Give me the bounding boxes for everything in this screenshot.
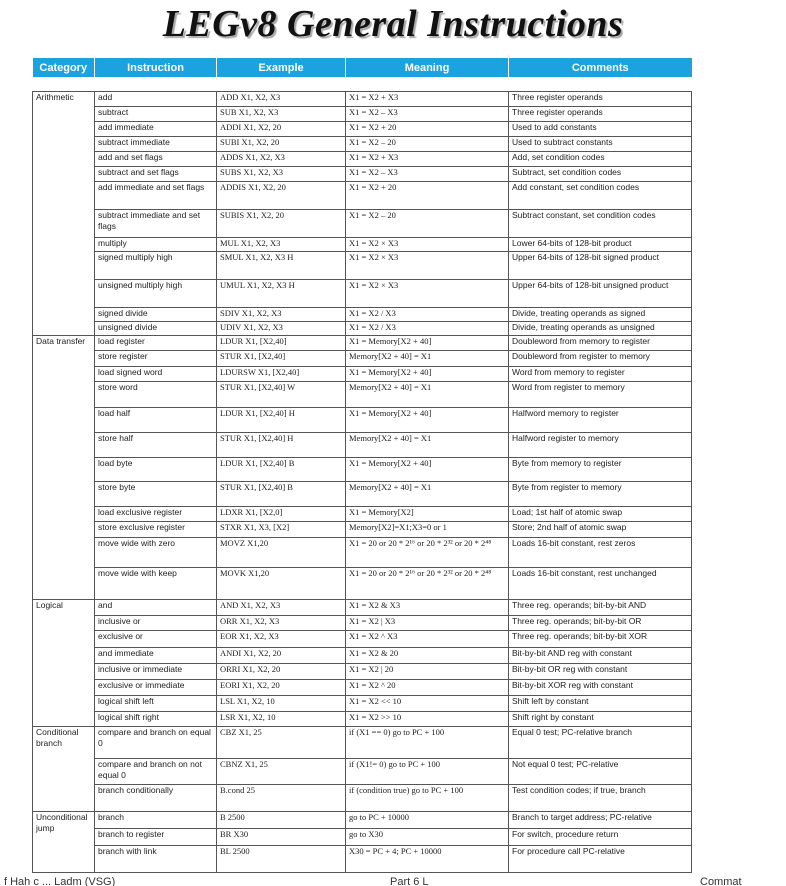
table-row [33, 812, 692, 829]
example-cell: LDUR X1, [X2,40] [217, 336, 346, 351]
instruction-cell: store byte [95, 482, 217, 507]
meaning-cell: X1 = X2 << 10 [346, 696, 509, 712]
example-cell: UMUL X1, X2, X3 H [217, 280, 346, 308]
example-cell: STUR X1, [X2,40] H [217, 433, 346, 458]
comment-cell: Loads 16-bit constant, rest unchanged [509, 568, 692, 600]
comment-cell: Shift left by constant [509, 696, 692, 712]
example-cell: CBNZ X1, 25 [217, 759, 346, 785]
comment-cell: For procedure call PC-relative [509, 846, 692, 873]
meaning-cell: X1 = Memory[X2 + 40] [346, 367, 509, 382]
comment-cell: Lower 64-bits of 128-bit product [509, 238, 692, 252]
meaning-cell: X1 = X2 ^ X3 [346, 631, 509, 648]
example-cell: MOVZ X1,20 [217, 538, 346, 568]
instruction-cell: logical shift right [95, 712, 217, 727]
table-row [33, 280, 692, 308]
example-cell: ANDI X1, X2, 20 [217, 648, 346, 664]
example-cell: LDUR X1, [X2,40] H [217, 408, 346, 433]
example-cell: CBZ X1, 25 [217, 727, 346, 759]
instruction-cell: inclusive or [95, 616, 217, 631]
example-cell: BL 2500 [217, 846, 346, 873]
meaning-cell: Memory[X2 + 40] = X1 [346, 351, 509, 367]
meaning-cell: X1 = Memory[X2] [346, 507, 509, 522]
example-cell: B.cond 25 [217, 785, 346, 812]
comment-cell: Upper 64-bits of 128-bit unsigned product [509, 280, 692, 308]
instruction-cell: store exclusive register [95, 522, 217, 538]
meaning-cell: X1 = X2 – X3 [346, 167, 509, 182]
example-cell: STUR X1, [X2,40] [217, 351, 346, 367]
example-cell: SUBIS X1, X2, 20 [217, 210, 346, 238]
instruction-cell: signed multiply high [95, 252, 217, 280]
instruction-cell: load half [95, 408, 217, 433]
table-row [33, 680, 692, 696]
comment-cell: Load; 1st half of atomic swap [509, 507, 692, 522]
table-row [33, 846, 692, 873]
meaning-cell: if (X1!= 0) go to PC + 100 [346, 759, 509, 785]
example-cell: SMUL X1, X2, X3 H [217, 252, 346, 280]
instruction-cell: compare and branch on equal 0 [95, 727, 217, 759]
comment-cell: Branch to target address; PC-relative [509, 812, 692, 829]
comment-cell: Loads 16-bit constant, rest zeros [509, 538, 692, 568]
table-row [33, 664, 692, 680]
instruction-cell: exclusive or [95, 631, 217, 648]
example-cell: EOR X1, X2, X3 [217, 631, 346, 648]
table-row [33, 137, 692, 152]
category-name: Logical [33, 600, 95, 727]
comment-cell: Bit-by-bit AND reg with constant [509, 648, 692, 664]
table-row [33, 408, 692, 433]
meaning-cell: X30 = PC + 4; PC + 10000 [346, 846, 509, 873]
instruction-cell: move wide with zero [95, 538, 217, 568]
comment-cell: Halfword register to memory [509, 433, 692, 458]
comment-cell: Word from register to memory [509, 382, 692, 408]
comment-cell: Divide, treating operands as unsigned [509, 322, 692, 336]
table-row [33, 600, 692, 616]
example-cell: LSL X1, X2, 10 [217, 696, 346, 712]
table-row [33, 538, 692, 568]
category-name: Data transfer [33, 336, 95, 600]
category-group [33, 336, 692, 600]
table-row [33, 122, 692, 137]
example-cell: ORR X1, X2, X3 [217, 616, 346, 631]
comment-cell: Three register operands [509, 107, 692, 122]
header-meaning: Meaning [346, 58, 509, 77]
footer-right: Commat [700, 876, 742, 886]
example-cell: B 2500 [217, 812, 346, 829]
category-group [33, 600, 692, 727]
category-name: Arithmetic [33, 92, 95, 336]
instruction-cell: exclusive or immediate [95, 680, 217, 696]
instruction-table [32, 58, 692, 873]
table-row [33, 759, 692, 785]
instruction-cell: branch [95, 812, 217, 829]
meaning-cell: X1 = X2 + 20 [346, 122, 509, 137]
table-row [33, 522, 692, 538]
table-row [33, 382, 692, 408]
instruction-cell: logical shift left [95, 696, 217, 712]
meaning-cell: X1 = X2 & 20 [346, 648, 509, 664]
instruction-cell: subtract immediate and set flags [95, 210, 217, 238]
example-cell: LDXR X1, [X2,0] [217, 507, 346, 522]
table-row [33, 482, 692, 507]
example-cell: LDURSW X1, [X2,40] [217, 367, 346, 382]
table-row [33, 616, 692, 631]
example-cell: LSR X1, X2, 10 [217, 712, 346, 727]
header-example: Example [217, 58, 346, 77]
instruction-cell: add immediate and set flags [95, 182, 217, 210]
meaning-cell: X1 = X2 + X3 [346, 152, 509, 167]
meaning-cell: X1 = X2 × X3 [346, 238, 509, 252]
comment-cell: Subtract constant, set condition codes [509, 210, 692, 238]
category-name: Unconditional jump [33, 812, 95, 873]
category-group [33, 812, 692, 873]
table-row [33, 152, 692, 167]
example-cell: SUBI X1, X2, 20 [217, 137, 346, 152]
example-cell: LDUR X1, [X2,40] B [217, 458, 346, 482]
comment-cell: For switch, procedure return [509, 829, 692, 846]
meaning-cell: X1 = X2 + 20 [346, 182, 509, 210]
meaning-cell: X1 = 20 or 20 * 2¹⁶ or 20 * 2³² or 20 * 2⁴⁸ [346, 568, 509, 600]
meaning-cell: if (X1 == 0) go to PC + 100 [346, 727, 509, 759]
table-row [33, 785, 692, 812]
comment-cell: Used to add constants [509, 122, 692, 137]
instruction-cell: load exclusive register [95, 507, 217, 522]
instruction-cell: signed divide [95, 308, 217, 322]
example-cell: MOVK X1,20 [217, 568, 346, 600]
meaning-cell: X1 = Memory[X2 + 40] [346, 408, 509, 433]
table-row [33, 433, 692, 458]
table-row [33, 92, 692, 107]
meaning-cell: X1 = X2 × X3 [346, 252, 509, 280]
meaning-cell: Memory[X2 + 40] = X1 [346, 433, 509, 458]
comment-cell: Add, set condition codes [509, 152, 692, 167]
instruction-cell: and [95, 600, 217, 616]
table-row [33, 210, 692, 238]
meaning-cell: X1 = X2 / X3 [346, 308, 509, 322]
example-cell: STUR X1, [X2,40] W [217, 382, 346, 408]
example-cell: BR X30 [217, 829, 346, 846]
table-row [33, 568, 692, 600]
comment-cell: Halfword memory to register [509, 408, 692, 433]
instruction-cell: load register [95, 336, 217, 351]
comment-cell: Used to subtract constants [509, 137, 692, 152]
comment-cell: Shift right by constant [509, 712, 692, 727]
table-row [33, 507, 692, 522]
meaning-cell: X1 = 20 or 20 * 2¹⁶ or 20 * 2³² or 20 * 2⁴⁸ [346, 538, 509, 568]
instruction-cell: subtract [95, 107, 217, 122]
comment-cell: Bit-by-bit XOR reg with constant [509, 680, 692, 696]
meaning-cell: X1 = X2 – 20 [346, 137, 509, 152]
example-cell: SUB X1, X2, X3 [217, 107, 346, 122]
meaning-cell: X1 = X2 & X3 [346, 600, 509, 616]
meaning-cell: X1 = X2 / X3 [346, 322, 509, 336]
meaning-cell: X1 = X2 × X3 [346, 280, 509, 308]
instruction-cell: load byte [95, 458, 217, 482]
instruction-cell: unsigned multiply high [95, 280, 217, 308]
comment-cell: Doubleword from register to memory [509, 351, 692, 367]
category-group [33, 92, 692, 336]
meaning-cell: X1 = X2 | X3 [346, 616, 509, 631]
table-row [33, 182, 692, 210]
comment-cell: Not equal 0 test; PC-relative [509, 759, 692, 785]
table-row [33, 107, 692, 122]
page-title: LEGv8 General Instructions [162, 3, 624, 45]
instruction-cell: store register [95, 351, 217, 367]
comment-cell: Three reg. operands; bit-by-bit AND [509, 600, 692, 616]
footer-center: Part 6 L [390, 876, 429, 886]
comment-cell: Store; 2nd half of atomic swap [509, 522, 692, 538]
example-cell: ORRI X1, X2, 20 [217, 664, 346, 680]
header-row [33, 58, 692, 77]
table-row [33, 696, 692, 712]
comment-cell: Doubleword from memory to register [509, 336, 692, 351]
comment-cell: Divide, treating operands as signed [509, 308, 692, 322]
meaning-cell: Memory[X2 + 40] = X1 [346, 482, 509, 507]
comment-cell: Three reg. operands; bit-by-bit OR [509, 616, 692, 631]
table-row [33, 336, 692, 351]
instruction-cell: multiply [95, 238, 217, 252]
comment-cell: Upper 64-bits of 128-bit signed product [509, 252, 692, 280]
footer [0, 876, 786, 886]
meaning-cell: X1 = Memory[X2 + 40] [346, 336, 509, 351]
example-cell: UDIV X1, X2, X3 [217, 322, 346, 336]
instruction-cell: branch to register [95, 829, 217, 846]
instruction-cell: subtract immediate [95, 137, 217, 152]
table-row [33, 458, 692, 482]
meaning-cell: go to X30 [346, 829, 509, 846]
table-row [33, 727, 692, 759]
category-group [33, 727, 692, 812]
meaning-cell: X1 = X2 | 20 [346, 664, 509, 680]
comment-cell: Subtract, set condition codes [509, 167, 692, 182]
comment-cell: Test condition codes; if true, branch [509, 785, 692, 812]
header-category: Category [33, 58, 95, 77]
example-cell: STUR X1, [X2,40] B [217, 482, 346, 507]
meaning-cell: X1 = X2 ^ 20 [346, 680, 509, 696]
table-row [33, 351, 692, 367]
comment-cell: Byte from memory to register [509, 458, 692, 482]
table-row [33, 631, 692, 648]
header-instruction: Instruction [95, 58, 217, 77]
meaning-cell: X1 = X2 – 20 [346, 210, 509, 238]
example-cell: STXR X1, X3, [X2] [217, 522, 346, 538]
example-cell: ADDS X1, X2, X3 [217, 152, 346, 167]
instruction-cell: move wide with keep [95, 568, 217, 600]
comment-cell: Add constant, set condition codes [509, 182, 692, 210]
table-row [33, 252, 692, 280]
example-cell: ADD X1, X2, X3 [217, 92, 346, 107]
table-row [33, 829, 692, 846]
example-cell: ADDIS X1, X2, 20 [217, 182, 346, 210]
comment-cell: Equal 0 test; PC-relative branch [509, 727, 692, 759]
instruction-cell: store half [95, 433, 217, 458]
meaning-cell: Memory[X2]=X1;X3=0 or 1 [346, 522, 509, 538]
example-cell: MUL X1, X2, X3 [217, 238, 346, 252]
meaning-cell: X1 = X2 + X3 [346, 92, 509, 107]
instruction-cell: compare and branch on not equal 0 [95, 759, 217, 785]
comment-cell: Byte from register to memory [509, 482, 692, 507]
table-row [33, 712, 692, 727]
instruction-cell: add immediate [95, 122, 217, 137]
meaning-cell: go to PC + 10000 [346, 812, 509, 829]
instruction-cell: unsigned divide [95, 322, 217, 336]
instruction-cell: branch conditionally [95, 785, 217, 812]
meaning-cell: X1 = X2 >> 10 [346, 712, 509, 727]
example-cell: AND X1, X2, X3 [217, 600, 346, 616]
example-cell: SUBS X1, X2, X3 [217, 167, 346, 182]
comment-cell: Word from memory to register [509, 367, 692, 382]
instruction-cell: subtract and set flags [95, 167, 217, 182]
comment-cell: Three reg. operands; bit-by-bit XOR [509, 631, 692, 648]
category-name: Conditional branch [33, 727, 95, 812]
instruction-cell: add and set flags [95, 152, 217, 167]
table-row [33, 238, 692, 252]
instruction-cell: branch with link [95, 846, 217, 873]
example-cell: SDIV X1, X2, X3 [217, 308, 346, 322]
example-cell: EORI X1, X2, 20 [217, 680, 346, 696]
meaning-cell: if (condition true) go to PC + 100 [346, 785, 509, 812]
table-row [33, 367, 692, 382]
comment-cell: Bit-by-bit OR reg with constant [509, 664, 692, 680]
table-row [33, 648, 692, 664]
meaning-cell: Memory[X2 + 40] = X1 [346, 382, 509, 408]
table-row [33, 308, 692, 322]
header-comments: Comments [509, 58, 692, 77]
footer-left: f Hah c ... Ladm (VSG) [4, 876, 116, 886]
comment-cell: Three register operands [509, 92, 692, 107]
table-row [33, 322, 692, 336]
instruction-cell: inclusive or immediate [95, 664, 217, 680]
example-cell: ADDI X1, X2, 20 [217, 122, 346, 137]
instruction-cell: and immediate [95, 648, 217, 664]
instruction-cell: add [95, 92, 217, 107]
meaning-cell: X1 = Memory[X2 + 40] [346, 458, 509, 482]
table-row [33, 167, 692, 182]
instruction-cell: load signed word [95, 367, 217, 382]
instruction-cell: store word [95, 382, 217, 408]
meaning-cell: X1 = X2 – X3 [346, 107, 509, 122]
